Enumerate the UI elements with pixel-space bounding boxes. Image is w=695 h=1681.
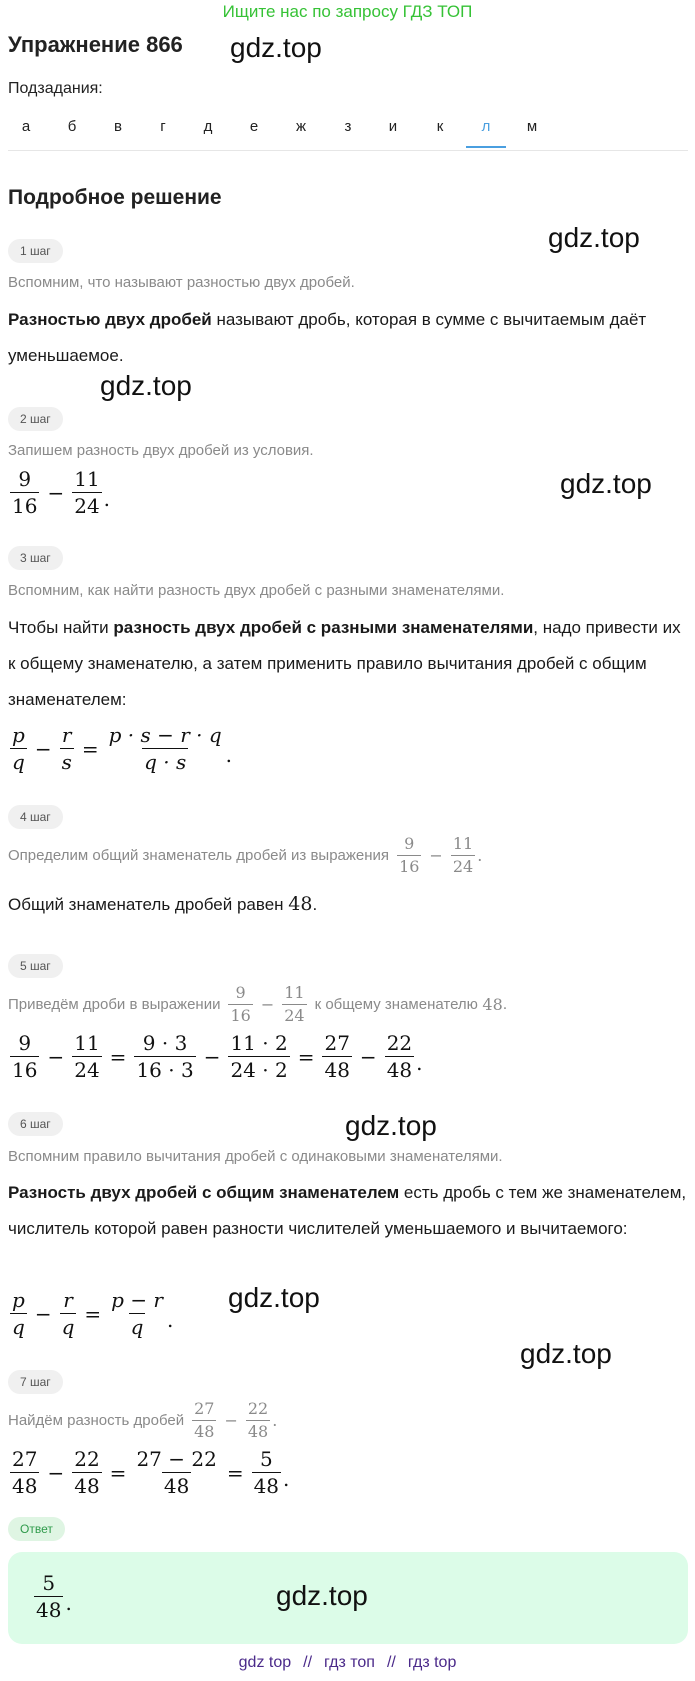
subtasks-label: Подзадания: bbox=[8, 80, 103, 97]
step-hint: Вспомним правило вычитания дробей с одинаковыми знаменателями. bbox=[8, 1148, 503, 1165]
watermark: gdz.top bbox=[228, 1282, 320, 1313]
step-hint: Определим общий знаменатель дробей из выражения $\frac{9}{16}$ − $\frac{11}{24}$ . bbox=[8, 834, 483, 876]
fraction: $\frac{11}{24}$ bbox=[74, 467, 100, 518]
fraction: $\frac{9}{16}$ bbox=[12, 467, 38, 518]
footer-link[interactable]: гдз топ bbox=[324, 1654, 375, 1671]
watermark: gdz.top bbox=[100, 370, 192, 401]
footer-separator: // bbox=[386, 1654, 396, 1671]
step-hint: Вспомним, как найти разность двух дробей с разными знаменателями. bbox=[8, 582, 505, 599]
footer-link[interactable]: гдз top bbox=[407, 1654, 457, 1671]
tab-b[interactable]: б bbox=[67, 118, 77, 135]
step-badge: 5 шаг bbox=[8, 954, 63, 978]
step-badge: 7 шаг bbox=[8, 1370, 63, 1394]
formula-result: $\frac{27}{48}$ − $\frac{22}{48}$ = $\frac{27 - 22}{48}$ = $\frac{5}{48}$ . bbox=[12, 1447, 290, 1498]
step-badge: 4 шаг bbox=[8, 805, 63, 829]
tab-g[interactable]: г bbox=[160, 118, 166, 135]
step-hint: Приведём дроби в выражении $\frac{9}{16}$ − $\frac{11}{24}$ к общему знаменателю 48 . bbox=[8, 983, 508, 1025]
formula-rule-common: $\frac{p}{q}$ − $\frac{r}{q}$ = $\frac{p - r}{q}$ . bbox=[12, 1288, 174, 1339]
subtask-tabs bbox=[8, 118, 688, 151]
answer-value: $\frac{5}{48}$ . bbox=[36, 1571, 72, 1622]
step-text bbox=[8, 302, 688, 374]
tab-i[interactable]: и bbox=[388, 118, 398, 135]
step-text: Чтобы найти разность двух дробей с разными знаменателями, надо привести их к общему знаменателю, а затем применить правило вычитания дробей с общим знаменателем: bbox=[8, 618, 681, 709]
tab-m[interactable]: м bbox=[526, 118, 538, 135]
formula-expression: $\frac{9}{16}$ − $\frac{11}{24}$ . bbox=[12, 467, 111, 518]
tab-l[interactable]: л bbox=[466, 118, 506, 135]
step-hint: Запишем разность двух дробей из условия. bbox=[8, 442, 314, 459]
watermark: gdz.top bbox=[520, 1338, 612, 1369]
step-hint: Найдём разность дробей $\frac{27}{48}$ − $\frac{22}{48}$ . bbox=[8, 1399, 278, 1441]
solution-heading: Подробное решение bbox=[8, 186, 222, 209]
tab-a[interactable]: а bbox=[21, 118, 31, 135]
tab-d[interactable]: д bbox=[203, 118, 213, 135]
tab-zh[interactable]: ж bbox=[295, 118, 307, 135]
watermark: gdz.top bbox=[548, 222, 640, 253]
step-badge: 1 шаг bbox=[8, 239, 63, 263]
step-badge: 2 шаг bbox=[8, 407, 63, 431]
tab-z[interactable]: з bbox=[344, 118, 352, 135]
watermark: gdz.top bbox=[560, 468, 652, 499]
text-rest: называют дробь, которая в сумме с вычитаемым даёт уменьшаемое. bbox=[8, 310, 647, 365]
tab-e[interactable]: е bbox=[249, 118, 259, 135]
step-badge: 3 шаг bbox=[8, 546, 63, 570]
tab-v[interactable]: в bbox=[114, 118, 122, 135]
footer-separator: // bbox=[303, 1654, 313, 1671]
tab-k[interactable]: к bbox=[436, 118, 444, 135]
answer-box bbox=[8, 1552, 688, 1644]
watermark: gdz.top bbox=[345, 1110, 437, 1141]
step-text: Общий знаменатель дробей равен 48. bbox=[8, 893, 318, 915]
step-hint: Вспомним, что называют разностью двух дробей. bbox=[8, 274, 355, 291]
term-bold: Разностью двух дробей bbox=[8, 310, 212, 329]
step-badge: 6 шаг bbox=[8, 1112, 63, 1136]
watermark: gdz.top bbox=[230, 32, 322, 63]
page-title: Упражнение 866 bbox=[8, 32, 183, 57]
step-text: Разность двух дробей с общим знаменателем есть дробь с тем же знаменателем, числитель которой равен разности числителей уменьшаемого и вычитаемого: bbox=[8, 1183, 687, 1238]
footer-link[interactable]: gdz top bbox=[238, 1654, 292, 1671]
formula-rule-different: $\frac{p}{q}$ − $\frac{r}{s}$ = $\frac{p \cdot s - r \cdot q}{q \cdot s}$ . bbox=[12, 723, 233, 774]
answer-badge: Ответ bbox=[8, 1517, 65, 1541]
footer-links bbox=[0, 1654, 695, 1672]
formula-conversion: $\frac{9}{16}$ − $\frac{11}{24}$ = $\frac{9 \cdot 3}{16 \cdot 3}$ − $\frac{11 \cdot 2}{24 \cdot 2}$ = $\frac{27}{48}$ − $\frac{22}{48}$ . bbox=[12, 1031, 423, 1082]
watermark: gdz.top bbox=[276, 1580, 368, 1611]
promo-banner[interactable]: Ищите нас по запросу ГДЗ ТОП bbox=[222, 2, 473, 21]
